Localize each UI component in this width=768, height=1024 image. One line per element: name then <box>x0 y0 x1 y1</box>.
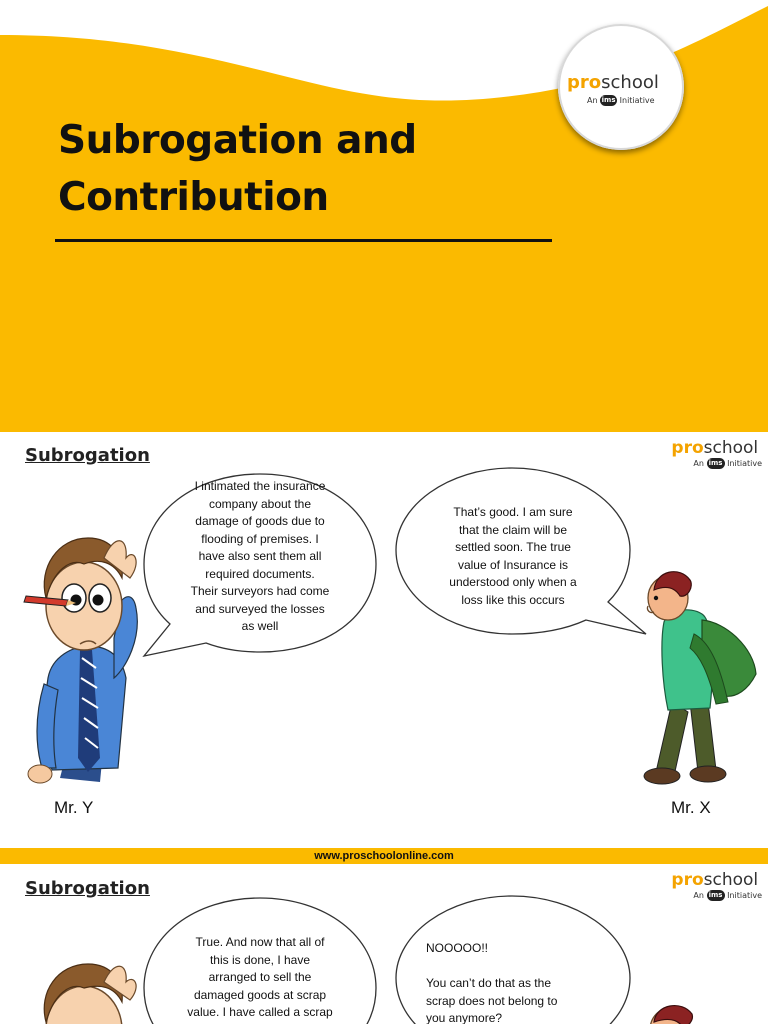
mr-y-cartoon <box>18 528 148 790</box>
title-line-1: Subrogation and <box>58 118 417 163</box>
name-label-mr-y: Mr. Y <box>54 798 94 817</box>
ims-logo-icon: ims <box>601 96 616 104</box>
logo-school-text: school <box>703 870 759 890</box>
speech-bubble-mr-x <box>394 894 650 1024</box>
speech-text-mr-y: I intimated the insurance company about the damage of goods due to flooding of premises. I have also sent them all required documents. Their surveyors had come and surveyed the losses as well <box>190 479 330 633</box>
ims-logo-icon: ims <box>707 890 725 901</box>
logo-pro-text: pro <box>671 438 704 458</box>
title-slide <box>0 0 768 432</box>
logo-initiative-text: Initiative <box>619 96 655 105</box>
proschool-logo <box>671 438 762 469</box>
speech-text-mr-y: True. And now that all of this is done, I have arranged to sell the damaged goods at scrap value. I have called a scrap <box>187 935 333 1019</box>
speech-text-mr-x: That’s good. I am sure that the claim will be settled soon. The true value of Insurance is understood only when a loss like this occurs <box>449 505 577 607</box>
speech-bubble-mr-x <box>394 466 650 638</box>
logo-tagline <box>671 458 762 469</box>
title-underline <box>55 239 552 242</box>
ims-logo-icon: ims <box>707 458 725 469</box>
subrogation-slide-2 <box>0 848 768 1024</box>
proschool-logo <box>671 870 762 901</box>
logo-school-text: school <box>703 438 759 458</box>
proschool-logo-badge <box>558 24 684 150</box>
proschool-logo <box>567 72 659 106</box>
logo-an-text: An <box>587 96 598 105</box>
logo-pro-text: pro <box>671 870 704 890</box>
logo-an-text: An <box>693 459 704 468</box>
title-line-2: Contribution <box>58 175 329 220</box>
mr-x-cartoon <box>640 1002 700 1024</box>
section-heading: Subrogation <box>25 878 150 899</box>
mr-y-cartoon <box>18 960 148 1024</box>
logo-an-text: An <box>693 891 704 900</box>
speech-text-mr-x: NOOOOO!! You can’t do that as the scrap does not belong to you anymore? <box>426 941 558 1024</box>
subrogation-slide-1 <box>0 432 768 848</box>
name-label-mr-x: Mr. X <box>671 798 711 817</box>
section-heading: Subrogation <box>25 445 150 466</box>
speech-bubble-mr-y <box>140 896 380 1024</box>
slide-title <box>58 112 417 226</box>
logo-initiative-text: Initiative <box>727 459 762 468</box>
logo-school-text: school <box>601 72 659 93</box>
website-url: www.proschoolonline.com <box>314 850 454 862</box>
speech-bubble-mr-y <box>140 472 380 662</box>
logo-tagline <box>567 95 659 106</box>
logo-initiative-text: Initiative <box>727 891 762 900</box>
logo-pro-text: pro <box>567 72 602 93</box>
logo-tagline <box>671 890 762 901</box>
mr-x-cartoon <box>628 562 760 788</box>
website-footer <box>0 848 768 864</box>
